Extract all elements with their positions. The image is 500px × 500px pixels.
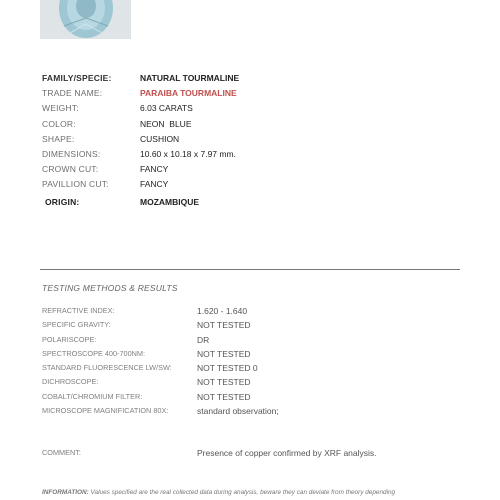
- spec-label: WEIGHT:: [42, 103, 79, 114]
- test-value: NOT TESTED 0: [197, 363, 258, 374]
- test-row-spectroscope: [42, 347, 472, 361]
- test-row-microscope: [42, 404, 472, 418]
- information-label: INFORMATION:: [42, 489, 89, 496]
- test-value: NOT TESTED: [197, 377, 251, 388]
- spec-family: [42, 71, 462, 86]
- test-value: NOT TESTED: [197, 320, 251, 331]
- spec-label: TRADE NAME:: [42, 88, 103, 99]
- spec-value: MOZAMBIQUE: [140, 196, 200, 207]
- test-value: 1.620 - 1.640: [197, 306, 248, 316]
- spec-value: 10.60 x 10.18 x 7.97 mm.: [140, 148, 236, 159]
- test-value: standard observation;: [197, 406, 279, 417]
- spec-value: NEON BLUE: [140, 118, 192, 129]
- test-value: DR: [197, 334, 210, 345]
- testing-section-title: TESTING METHODS & RESULTS: [42, 283, 178, 293]
- spec-value: FANCY: [140, 179, 169, 190]
- comment-label: COMMENT:: [42, 448, 81, 457]
- spec-shape: [42, 132, 462, 147]
- spec-dimensions: [42, 147, 462, 162]
- test-label: SPECTROSCOPE 400-700NM:: [42, 348, 146, 358]
- test-label: STANDARD FLUORESCENCE LW/SW:: [42, 363, 172, 373]
- test-label: POLARISCOPE:: [42, 334, 97, 344]
- spec-weight: [42, 101, 462, 116]
- gemstone-image: [40, 0, 131, 39]
- test-label: REFRACTIVE INDEX:: [42, 306, 115, 315]
- spec-color: [42, 117, 462, 132]
- comment-value: Presence of copper confirmed by XRF analysis.: [197, 448, 377, 458]
- test-label: DICHROSCOPE:: [42, 377, 99, 387]
- test-value: NOT TESTED: [197, 348, 251, 359]
- test-row-refractive-index: [42, 304, 472, 318]
- spec-value: NATURAL TOURMALINE: [140, 73, 240, 83]
- spec-label: COLOR:: [42, 118, 76, 129]
- gem-specifications: [42, 71, 462, 210]
- spec-value: PARAIBA TOURMALINE: [140, 88, 237, 99]
- test-row-fluorescence: [42, 361, 472, 375]
- testing-results: [42, 304, 472, 418]
- gemstone-photo: [40, 0, 131, 39]
- comment-row: [42, 446, 472, 460]
- spec-label: DIMENSIONS:: [42, 148, 101, 159]
- spec-pavillion-cut: [42, 177, 462, 192]
- test-label: COBALT/CHROMIUM FILTER:: [42, 391, 143, 401]
- spec-crown-cut: [42, 162, 462, 177]
- spec-label: CROWN CUT:: [42, 164, 99, 175]
- information-note: [42, 486, 482, 500]
- test-row-cobalt-filter: [42, 390, 472, 404]
- spec-value: 6.03 CARATS: [140, 103, 193, 114]
- spec-trade-name: [42, 86, 462, 101]
- spec-value: CUSHION: [140, 133, 180, 144]
- section-divider: [40, 269, 460, 270]
- test-label: MICROSCOPE MAGNIFICATION 80X:: [42, 406, 169, 416]
- test-row-polariscope: [42, 333, 472, 347]
- spec-label: SHAPE:: [42, 133, 75, 144]
- information-text: Values specified are the real collected data during analysis, beware they can deviate from theory depending: [90, 489, 396, 496]
- spec-origin: [42, 195, 462, 210]
- spec-value: FANCY: [140, 164, 169, 175]
- spec-label: ORIGIN:: [45, 196, 80, 207]
- test-label: SPECIFIC GRAVITY:: [42, 320, 111, 330]
- spec-label: PAVILLION CUT:: [42, 179, 109, 190]
- test-row-specific-gravity: [42, 318, 472, 332]
- test-row-dichroscope: [42, 375, 472, 389]
- test-value: NOT TESTED: [197, 391, 251, 402]
- spec-label: FAMILY/SPECIE:: [42, 73, 112, 83]
